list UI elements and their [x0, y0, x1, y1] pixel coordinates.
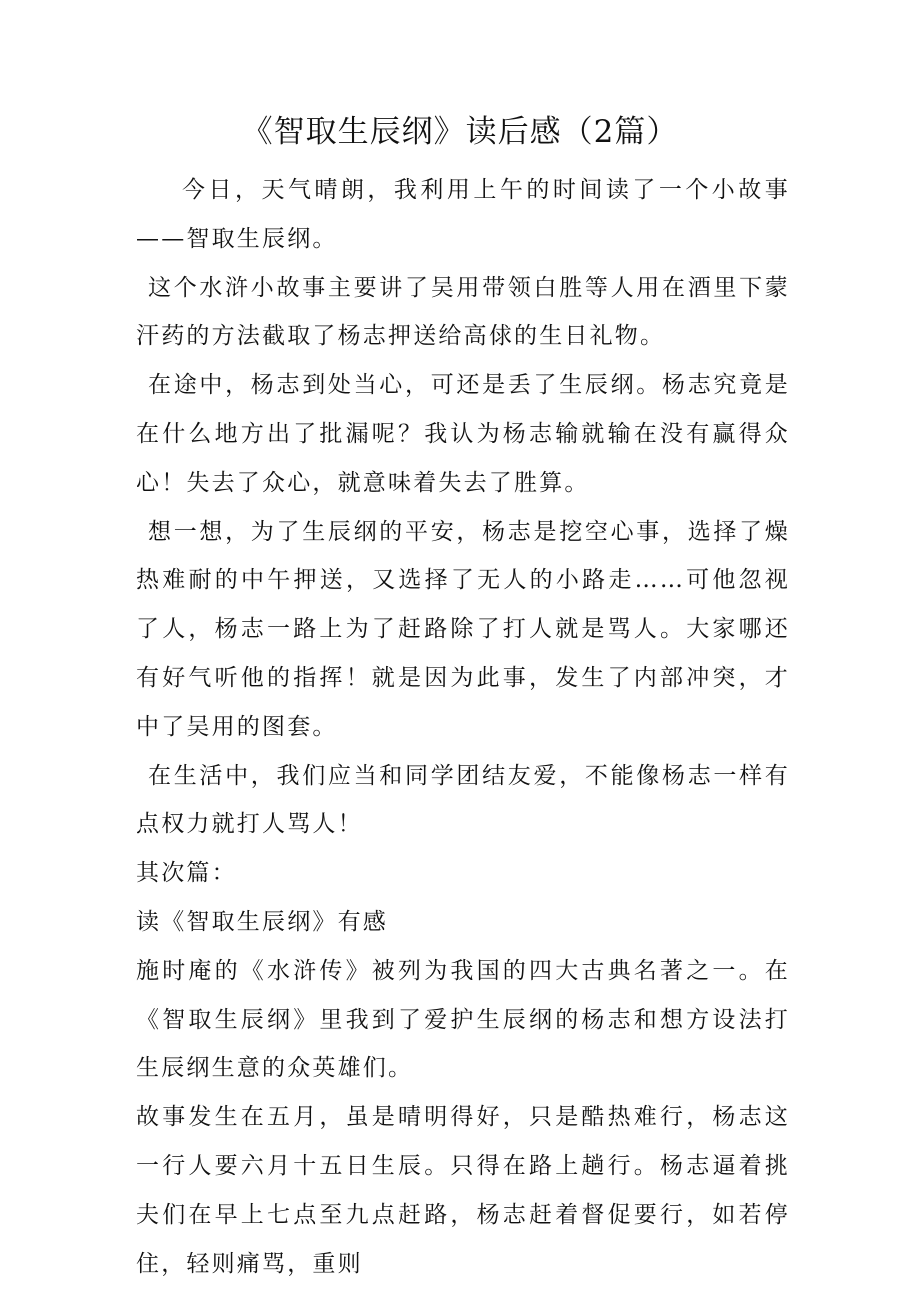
paragraph-6: 施时庵的《水浒传》被列为我国的四大古典名著之一。在《智取生辰纲》里我到了爱护生辰纲的杨志和想方设法打生辰纲生意的众英雄们。 — [136, 957, 790, 1082]
paragraph-3: 在途中，杨志到处当心，可还是丢了生辰纲。杨志究竟是在什么地方出了批漏呢？我认为杨志输就输在没有赢得众心！失去了众心，就意味着失去了胜算。 — [136, 372, 790, 496]
section-subtitle: 读《智取生辰纲》有感 — [136, 908, 388, 935]
paragraph-2: 这个水浒小故事主要讲了吴用带领白胜等人用在酒里下蒙汗药的方法截取了杨志押送给高俅的生日礼物。 — [136, 274, 790, 350]
document-body — [136, 166, 790, 1288]
paragraph-4: 想一想，为了生辰纲的平安，杨志是挖空心事，选择了燥热难耐的中午押送，又选择了无人的小路走……可他忽视了人，杨志一路上为了赶路除了打人就是骂人。大家哪还有好气听他的指挥！就是因为此事，发生了内部冲突，才中了吴用的图套。 — [136, 518, 790, 740]
section-heading-second: 其次篇： — [136, 860, 237, 887]
paragraph-7: 故事发生在五月，虽是晴明得好，只是酷热难行，杨志这一行人要六月十五日生辰。只得在路上趟行。杨志逼着挑夫们在早上七点至九点赶路，杨志赶着督促要行，如若停住，轻则痛骂，重则 — [136, 1104, 790, 1277]
paragraph-1: 今日，天气晴朗，我利用上午的时间读了一个小故事——智取生辰纲。 — [136, 177, 790, 252]
document-title: 《智取生辰纲》读后感（2篇） — [241, 114, 679, 150]
paragraph-5: 在生活中，我们应当和同学团结友爱，不能像杨志一样有点权力就打人骂人！ — [136, 762, 790, 838]
